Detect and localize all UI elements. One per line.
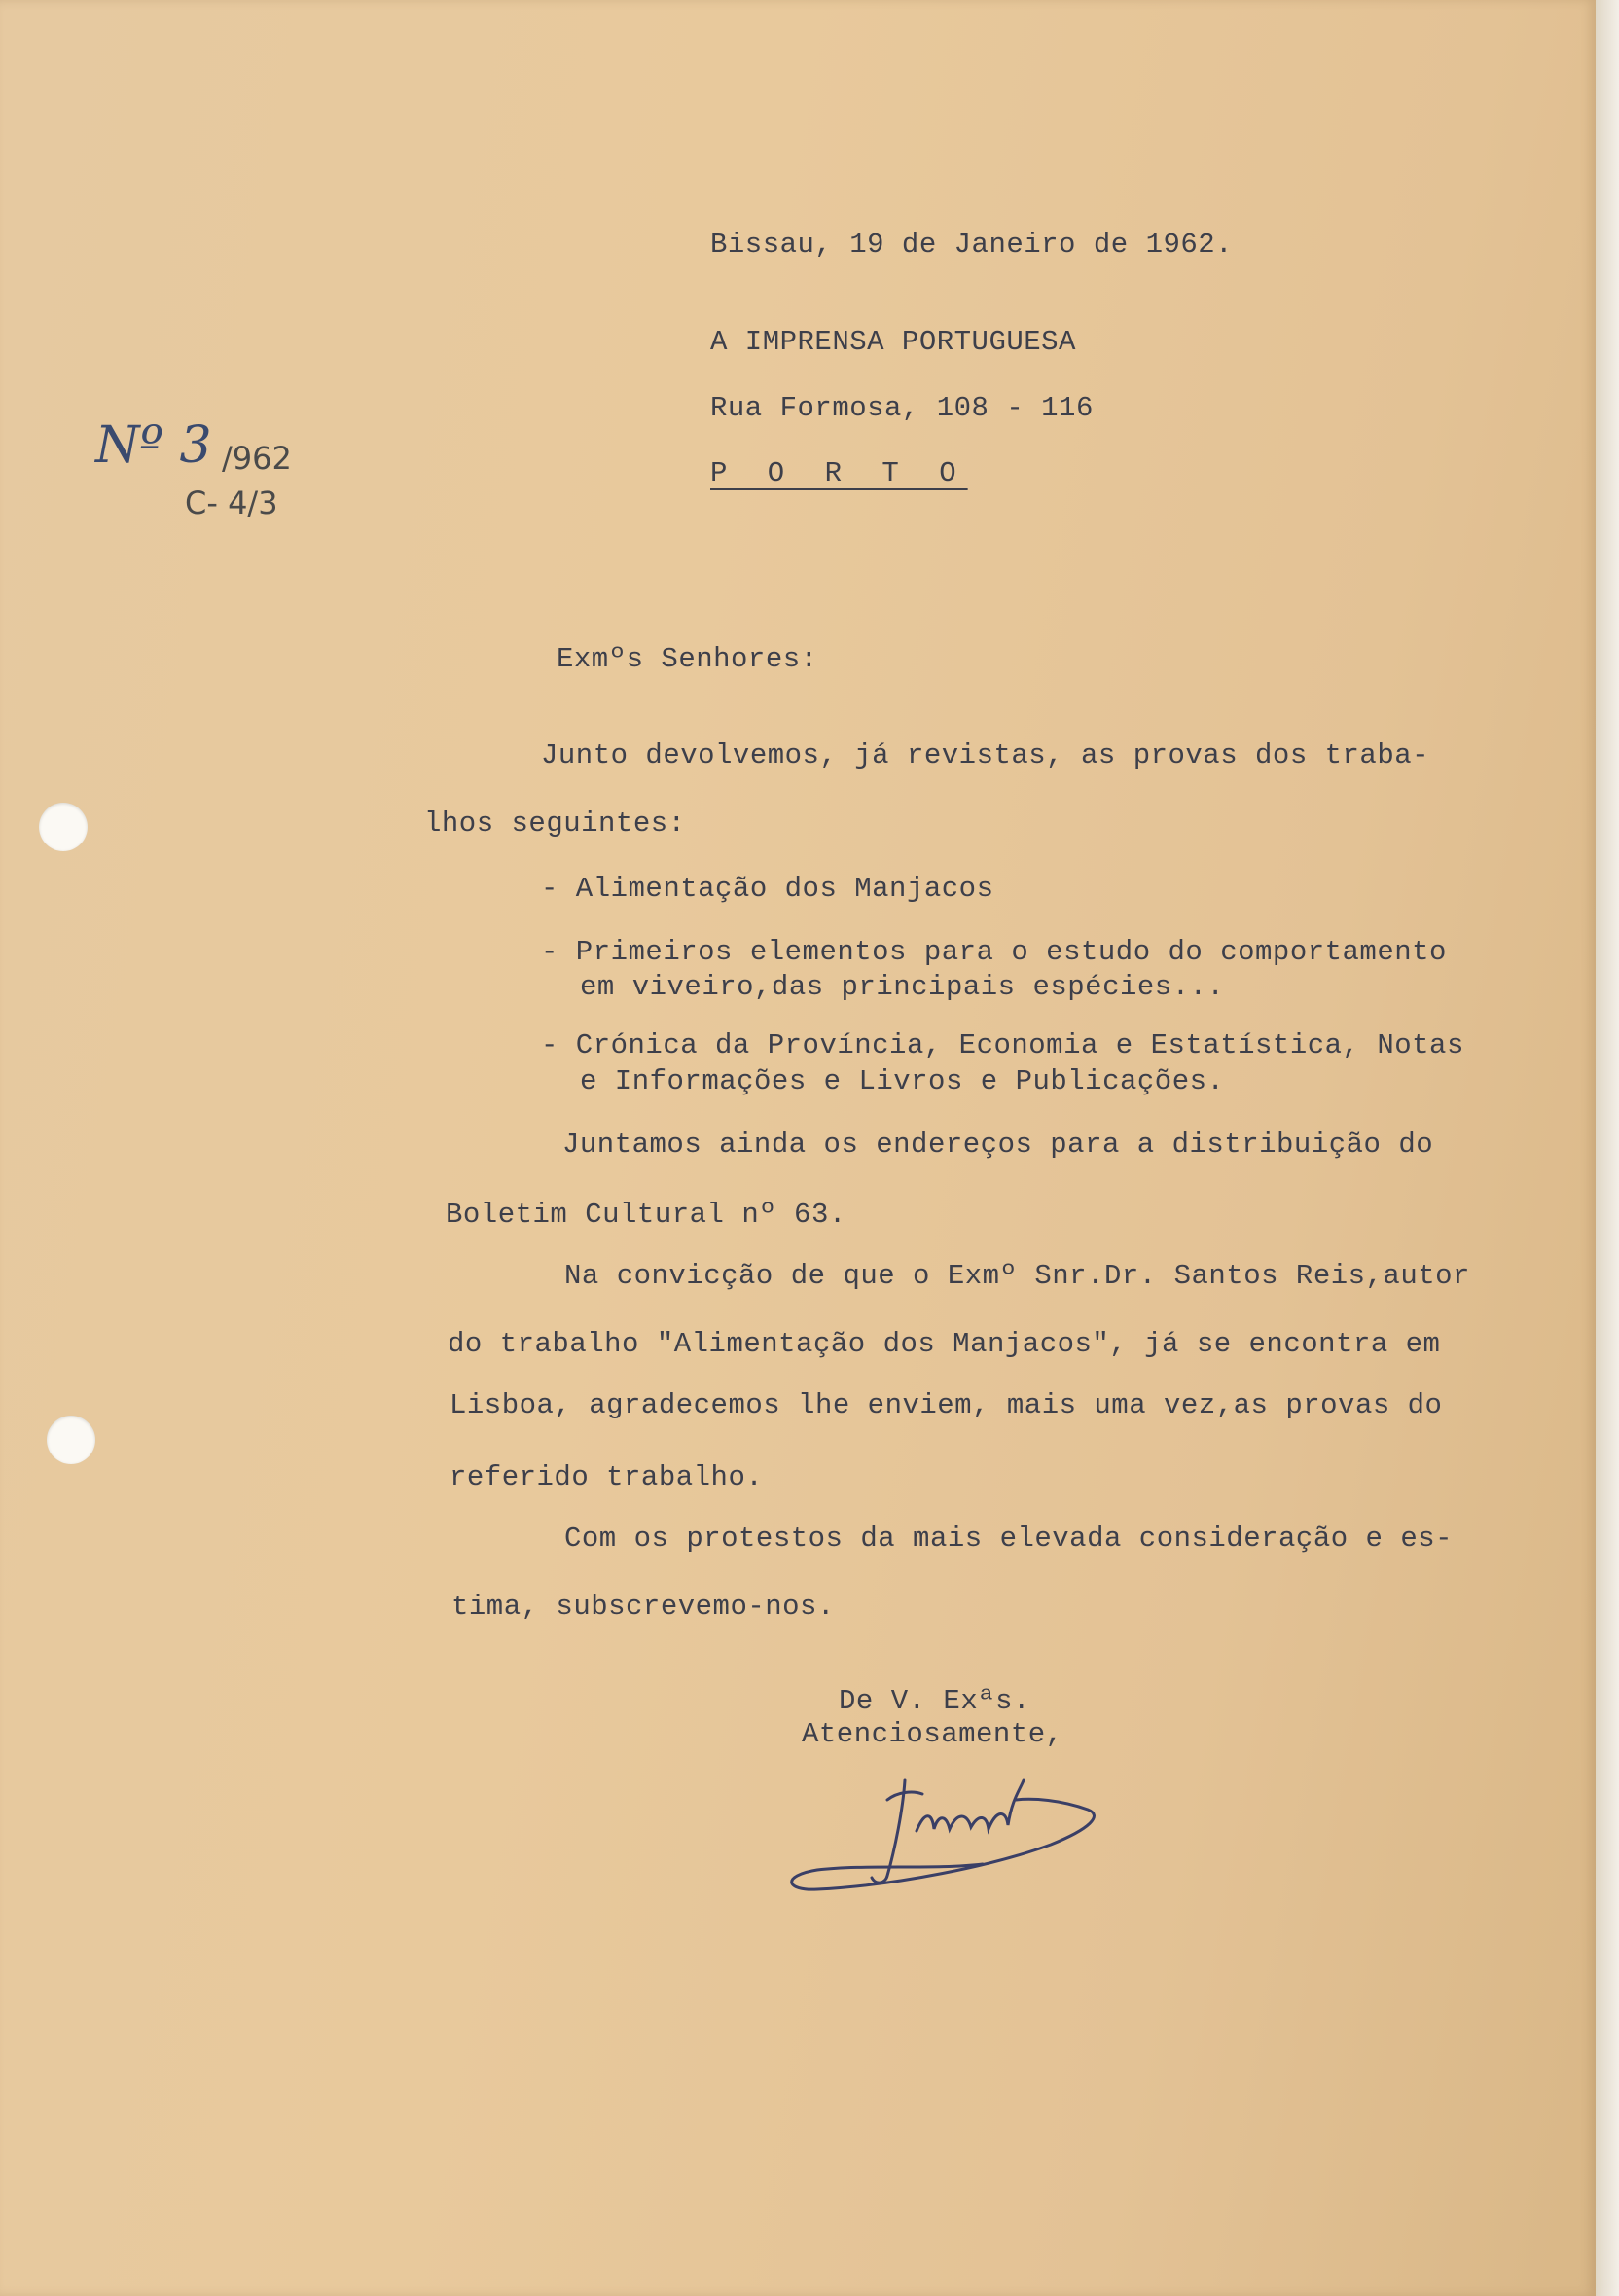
signature [778, 1761, 1129, 1907]
list-item-3-line-2: e Informações e Livros e Publicações. [580, 1065, 1225, 1097]
street-address: Rua Formosa, 108 - 116 [710, 392, 1094, 424]
paragraph-3-line-3: Lisboa, agradecemos lhe enviem, mais uma vez,as provas do [450, 1389, 1443, 1421]
margin-note-year: /962 [222, 440, 292, 477]
list-item-2-line-1: - Primeiros elementos para o estudo do comportamento [541, 936, 1447, 968]
closing-line-2: Atenciosamente, [802, 1718, 1063, 1750]
paragraph-1-line-1: Junto devolvemos, já revistas, as provas dos traba- [541, 739, 1430, 771]
paragraph-2-line-2: Boletim Cultural nº 63. [446, 1199, 846, 1231]
punch-hole-bottom [47, 1416, 95, 1464]
date-line: Bissau, 19 de Janeiro de 1962. [710, 229, 1234, 261]
salutation: Exmºs Senhores: [557, 643, 818, 675]
list-item-2-line-2: em viveiro,das principais espécies... [580, 971, 1225, 1003]
addressee: A IMPRENSA PORTUGUESA [710, 326, 1076, 358]
punch-hole-top [39, 803, 88, 851]
paragraph-3-line-1: Na convicção de que o Exmº Snr.Dr. Santos Reis,autor [564, 1260, 1470, 1292]
closing-line-1: De V. Exªs. [839, 1685, 1030, 1717]
paragraph-2-line-1: Juntamos ainda os endereços para a distribuição do [562, 1129, 1434, 1161]
paragraph-4-line-2: tima, subscrevemo-nos. [451, 1591, 835, 1623]
paragraph-3-line-4: referido trabalho. [450, 1461, 764, 1493]
margin-note-ref: C- 4/3 [185, 484, 278, 521]
paragraph-4-line-1: Com os protestos da mais elevada consideração e es- [564, 1523, 1454, 1555]
list-item-3-line-1: - Crónica da Província, Economia e Estatística, Notas [541, 1029, 1464, 1061]
city: P O R T O [710, 457, 968, 489]
list-item-1-line-1: - Alimentação dos Manjacos [541, 873, 994, 905]
margin-note-number: Nº 3 [95, 416, 212, 475]
paragraph-1-line-2: lhos seguintes: [424, 807, 686, 840]
paragraph-3-line-2: do trabalho "Alimentação dos Manjacos", já se encontra em [448, 1328, 1441, 1360]
page-edge [1596, 0, 1619, 2296]
